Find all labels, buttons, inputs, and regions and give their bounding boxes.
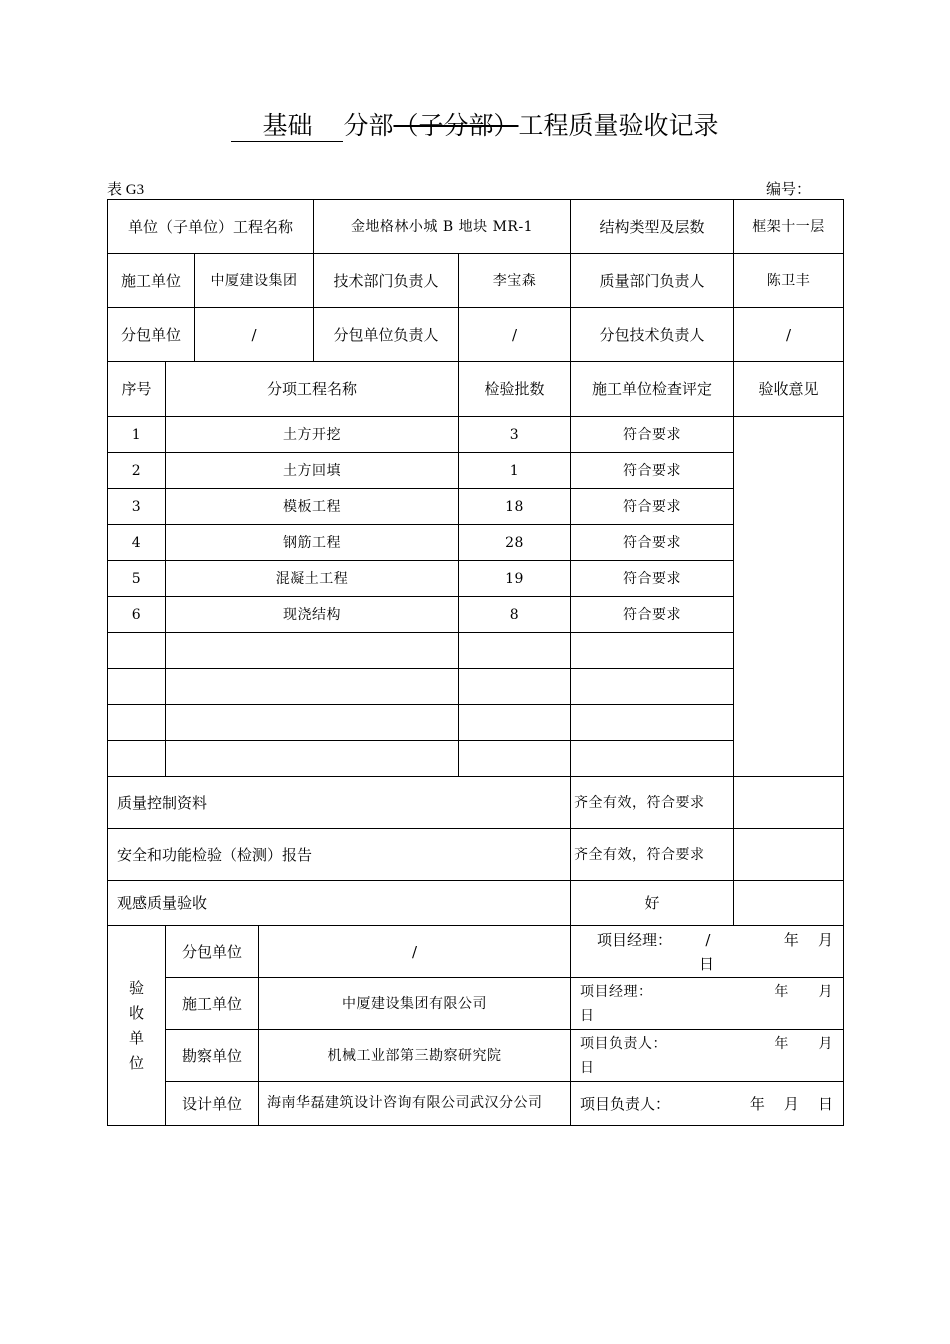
item-batches: 19 [459,561,571,597]
date-month: 月 [818,930,834,949]
sub-unit-head-value: / [459,308,571,362]
item-no: 2 [108,453,166,489]
acc-design-sign-role: 项目负责人： [580,1094,671,1113]
acc-survey-sign [571,1030,844,1082]
table-row [108,489,844,525]
date-month: 月 [783,1094,799,1113]
appearance-opinion [734,881,844,926]
acc-contractor-sign [571,978,844,1030]
acc-sub-value: / [259,926,571,978]
item-evaluation: 符合要求 [571,453,734,489]
acc-survey-value: 机械工业部第三勘察研究院 [259,1030,571,1082]
date-day: 日 [580,1007,595,1024]
qc-data-value: 齐全有效，符合要求 [571,777,734,829]
acc-design-sign [571,1082,844,1126]
contractor-value: 中厦建设集团 [195,254,314,308]
item-batches: 1 [459,453,571,489]
contractor-label: 施工单位 [108,254,195,308]
table-row [108,561,844,597]
empty-row [108,705,844,741]
unit-project-label: 单位（子单位）工程名称 [108,200,314,254]
serial-number-label: 编号： [766,182,812,198]
col-header-batches: 检验批数 [459,362,571,417]
item-no: 1 [108,417,166,453]
acc-contractor-sign-role: 项目经理： [580,983,653,1000]
sub-unit-head-label: 分包单位负责人 [314,308,459,362]
item-no: 4 [108,525,166,561]
title-blank-value: 基础 [231,111,343,142]
structure-label: 结构类型及层数 [571,200,734,254]
opinion-cell [734,417,844,777]
item-evaluation: 符合要求 [571,525,734,561]
item-batches: 28 [459,525,571,561]
table-row [108,525,844,561]
item-evaluation: 符合要求 [571,417,734,453]
item-batches: 3 [459,417,571,453]
empty-row [108,741,844,777]
tech-head-value: 李宝森 [459,254,571,308]
acc-sub-label: 分包单位 [166,926,259,978]
form-code: 表 G3 [107,182,145,198]
date-day: 日 [699,954,715,973]
item-no: 3 [108,489,166,525]
item-name: 钢筋工程 [166,525,459,561]
appearance-value: 好 [571,881,734,926]
acceptance-units-label [108,926,166,1126]
sub-tech-head-value: / [734,308,844,362]
date-year: 年 [774,1035,789,1052]
date-month: 月 [818,983,834,1000]
item-name: 土方开挖 [166,417,459,453]
item-name: 现浇结构 [166,597,459,633]
item-name: 土方回填 [166,453,459,489]
item-no: 5 [108,561,166,597]
date-year: 年 [749,1094,765,1113]
col-header-evaluation: 施工单位检查评定 [571,362,734,417]
item-evaluation: 符合要求 [571,561,734,597]
empty-row [108,633,844,669]
acc-contractor-label: 施工单位 [166,978,259,1030]
title-part1: 分部 [343,111,394,140]
tech-head-label: 技术部门负责人 [314,254,459,308]
qc-data-opinion [734,777,844,829]
date-month: 月 [818,1035,834,1052]
safety-report-opinion [734,829,844,881]
item-name: 模板工程 [166,489,459,525]
item-batches: 8 [459,597,571,633]
item-name: 混凝土工程 [166,561,459,597]
acc-sub-sign-slash: / [705,930,711,949]
safety-report-label: 安全和功能检验（检测）报告 [108,829,571,881]
table-row [108,417,844,453]
acc-sub-sign-role: 项目经理： [597,930,673,949]
acc-design-value: 海南华磊建筑设计咨询有限公司武汉分公司 [259,1082,571,1126]
quality-head-label: 质量部门负责人 [571,254,734,308]
sub-unit-value: / [195,308,314,362]
title-struck-text: （子分部） [393,111,519,140]
structure-value: 框架十一层 [734,200,844,254]
acceptance-units-text: 验收单位 [129,978,145,1072]
col-header-no: 序号 [108,362,166,417]
acc-survey-label: 勘察单位 [166,1030,259,1082]
empty-row [108,669,844,705]
quality-head-value: 陈卫丰 [734,254,844,308]
unit-project-value: 金地格林小城 B 地块 MR-1 [314,200,571,254]
sub-unit-label: 分包单位 [108,308,195,362]
date-day: 日 [580,1059,595,1076]
safety-report-value: 齐全有效，符合要求 [571,829,734,881]
item-no: 6 [108,597,166,633]
item-batches: 18 [459,489,571,525]
col-header-name: 分项工程名称 [166,362,459,417]
date-day: 日 [818,1094,834,1113]
acceptance-record-table [107,199,844,1126]
item-evaluation: 符合要求 [571,489,734,525]
date-year: 年 [774,983,789,1000]
acc-design-label: 设计单位 [166,1082,259,1126]
table-row [108,597,844,633]
qc-data-label: 质量控制资料 [108,777,571,829]
table-row [108,453,844,489]
appearance-label: 观感质量验收 [108,881,571,926]
title-part2: 工程质量验收记录 [518,111,719,140]
acc-survey-sign-role: 项目负责人： [580,1035,668,1052]
sub-tech-head-label: 分包技术负责人 [571,308,734,362]
page-title [0,108,950,144]
item-evaluation: 符合要求 [571,597,734,633]
acc-sub-sign [571,926,844,978]
col-header-opinion: 验收意见 [734,362,844,417]
date-year: 年 [783,930,799,949]
acc-contractor-value: 中厦建设集团有限公司 [259,978,571,1030]
